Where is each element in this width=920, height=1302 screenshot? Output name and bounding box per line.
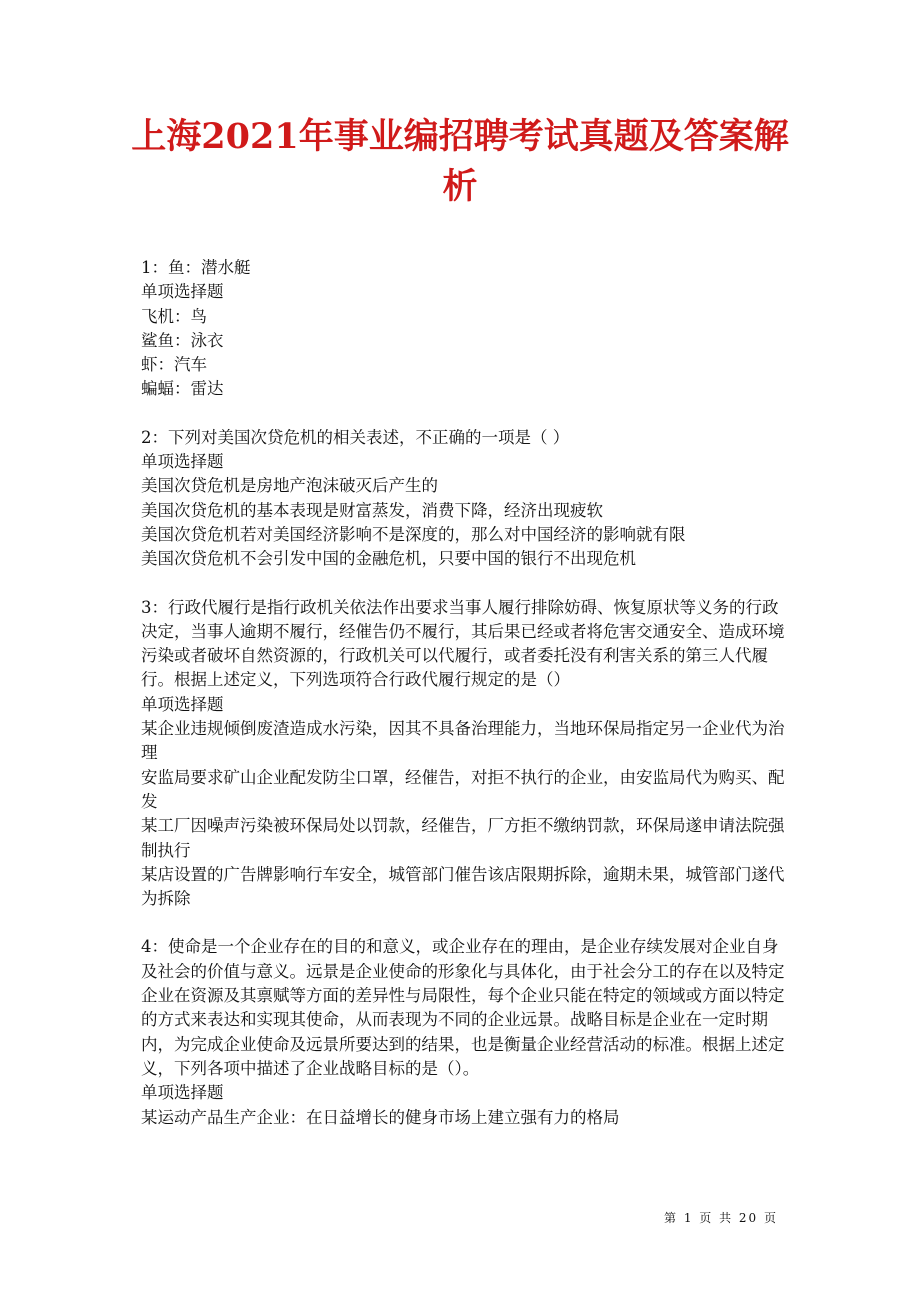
question-4 bbox=[141, 935, 791, 1129]
question-1 bbox=[141, 256, 791, 402]
question-2 bbox=[141, 426, 791, 572]
question-type: 单项选择题 bbox=[141, 1083, 224, 1103]
option: 虾：汽车 bbox=[141, 355, 207, 375]
option: 美国次贷危机不会引发中国的金融危机，只要中国的银行不出现危机 bbox=[141, 549, 636, 569]
question-stem: 3：行政代履行是指行政机关依法作出要求当事人履行排除妨碍、恢复原状等义务的行政决定，当事人逾期不履行，经催告仍不履行，其后果已经或者将危害交通安全、造成环境污染或者破坏自然资源的，行政机关可以代履行，或者委托没有利害关系的第三人代履行。根据上述定义，下列选项符合行政代履行规定的是（） bbox=[141, 597, 785, 690]
question-3 bbox=[141, 596, 791, 912]
option: 美国次贷危机是房地产泡沫破灭后产生的 bbox=[141, 476, 438, 496]
option: 蝙蝠：雷达 bbox=[141, 379, 224, 399]
option: 鲨鱼：泳衣 bbox=[141, 330, 224, 350]
option: 某工厂因噪声污染被环保局处以罚款，经催告，厂方拒不缴纳罚款，环保局遂申请法院强制执行 bbox=[141, 816, 785, 860]
question-list bbox=[141, 256, 791, 1154]
question-stem: 1：鱼：潜水艇 bbox=[141, 258, 251, 277]
question-type: 单项选择题 bbox=[141, 452, 224, 472]
option: 某企业违规倾倒废渣造成水污染，因其不具备治理能力，当地环保局指定另一企业代为治理 bbox=[141, 719, 785, 763]
option: 飞机：鸟 bbox=[141, 306, 207, 326]
question-stem: 4：使命是一个企业存在的目的和意义，或企业存在的理由，是企业存续发展对企业自身及社会的价值与意义。远景是企业使命的形象化与具体化，由于社会分工的存在以及特定企业在资源及其禀赋等方面的差异性与局限性，每个企业只能在特定的领域或方面以特定的方式来表达和实现其使命，从而表现为不同的企业远景。战略目标是企业在一定时期内，为完成企业使命及远景所要达到的结果，也是衡量企业经营活动的标准。根据上述定义，下列各项中描述了企业战略目标的是（）。 bbox=[141, 937, 785, 1078]
option: 美国次贷危机若对美国经济影响不是深度的，那么对中国经济的影响就有限 bbox=[141, 524, 686, 544]
option: 某店设置的广告牌影响行车安全，城管部门催告该店限期拆除，逾期未果，城管部门遂代为拆除 bbox=[141, 864, 785, 909]
page-number: 第 1 页 共 20 页 bbox=[664, 1211, 778, 1225]
option: 美国次贷危机的基本表现是财富蒸发，消费下降，经济出现疲软 bbox=[141, 500, 603, 520]
question-stem: 2：下列对美国次贷危机的相关表述，不正确的一项是（ ） bbox=[141, 427, 570, 447]
question-type: 单项选择题 bbox=[141, 282, 224, 302]
option: 某运动产品生产企业：在日益增长的健身市场上建立强有力的格局 bbox=[141, 1107, 620, 1127]
option: 安监局要求矿山企业配发防尘口罩，经催告，对拒不执行的企业，由安监局代为购买、配发 bbox=[141, 767, 785, 811]
document-title: 上海2021年事业编招聘考试真题及答案解析 bbox=[131, 116, 789, 207]
question-type: 单项选择题 bbox=[141, 694, 224, 714]
